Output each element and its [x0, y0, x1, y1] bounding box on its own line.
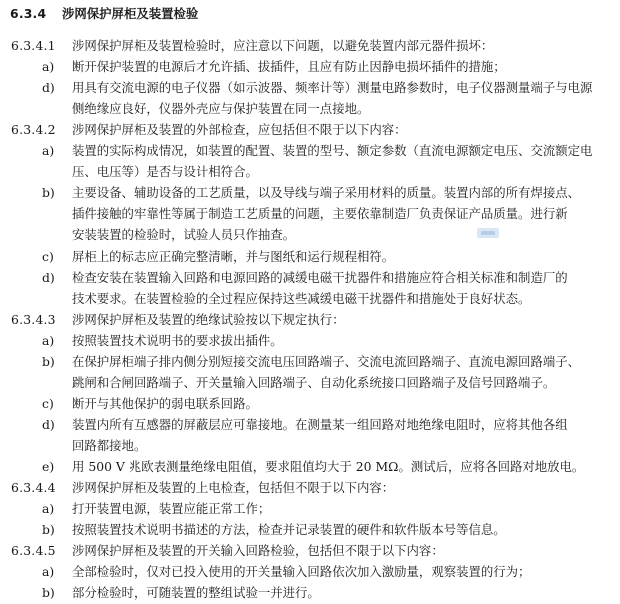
list-text: 安装装置的检验时，试验人员只作抽查。 [72, 227, 296, 243]
list-marker: b) [42, 185, 55, 201]
list-text: 技术要求。在装置检验的全过程应保持这些减缓电磁干扰器件和措施处于良好状态。 [72, 290, 531, 306]
list-text: 屏柜上的标志应正确完整清晰，并与图纸和运行规程相符。 [72, 248, 395, 264]
clause-number: 6.3.4.2 [11, 122, 56, 138]
clause-number: 6.3.4.1 [11, 38, 56, 53]
clause-6-3-4-1 [0, 35, 620, 57]
list-text: 装置内所有互感器的屏蔽层应可靠接地。在测量某一组回路对地绝缘电阻时，应将其他各组 [72, 416, 568, 432]
list-marker: d) [42, 269, 55, 285]
clause-text: 涉网保护屏柜及装置的上电检查，包括但不限于以下内容： [72, 480, 395, 496]
list-text: 用具有交流电源的电子仪器（如示波器、频率计等）测量电路参数时，电子仪器测量端子与电源 [72, 80, 593, 96]
list-item-continuation [0, 372, 620, 394]
list-text: 在保护屏柜端子排内侧分别短接交流电压回路端子、交流电流回路端子、直流电源回路端子、 [72, 353, 581, 369]
list-item [0, 77, 620, 99]
list-item-continuation [0, 161, 620, 183]
list-item-continuation [0, 98, 620, 120]
list-item [0, 140, 620, 162]
list-item [0, 561, 620, 583]
list-text: 按照装置技术说明书的要求拔出插件。 [72, 332, 283, 348]
list-text: 打开装置电源，装置应能正常工作； [72, 501, 271, 517]
list-text: 断开与其他保护的弱电联系回路。 [72, 395, 258, 411]
list-item [0, 414, 620, 436]
list-marker: b) [42, 353, 55, 369]
list-text: 回路都接地。 [72, 437, 147, 453]
list-text: 断开保护装置的电源后才允许插、拔插件，且应有防止因静电损坏插件的措施； [72, 59, 506, 75]
list-marker: a) [42, 564, 55, 580]
clause-text: 涉网保护屏柜及装置的开关输入回路检验，包括但不限于以下内容： [72, 543, 444, 559]
list-item [0, 330, 620, 352]
list-marker: a) [42, 143, 55, 159]
list-item [0, 582, 620, 604]
list-text: 按照装置技术说明书描述的方法，检查并记录装置的硬件和软件版本号等信息。 [72, 522, 506, 538]
section-number: 6.3.4 [10, 6, 47, 21]
clause-text: 涉网保护屏柜及装置的绝缘试验按以下规定执行： [72, 311, 345, 327]
clause-number: 6.3.4.4 [11, 480, 56, 496]
list-text: 用 500 V 兆欧表测量绝缘电阻值，要求阻值均大于 20 MΩ。测试后，应将各回路对地放电。 [72, 459, 585, 474]
list-marker: c) [42, 395, 54, 411]
section-title: 涉网保护屏柜及装置检验 [62, 6, 199, 21]
list-text: 检查安装在装置输入回路和电源回路的减缓电磁干扰器件和措施应符合相关标准和制造厂的 [72, 269, 568, 285]
list-text: 跳闸和合闸回路端子、开关量输入回路端子、自动化系统接口回路端子及信号回路端子。 [72, 374, 556, 390]
list-item-continuation [0, 203, 620, 225]
list-item-continuation [0, 288, 620, 310]
list-marker: e) [42, 459, 55, 474]
list-text: 装置的实际构成情况，如装置的配置、装置的型号、额定参数（直流电源额定电压、交流额定电 [72, 143, 593, 159]
clause-6-3-4-5 [0, 540, 620, 562]
list-item [0, 351, 620, 373]
list-item [0, 56, 620, 78]
list-text: 部分检验时，可随装置的整组试验一并进行。 [72, 585, 320, 601]
list-text: 主要设备、辅助设备的工艺质量，以及导线与端子采用材料的质量。装置内部的所有焊接点、 [72, 185, 581, 201]
list-text: 全部检验时，仅对已投入使用的开关量输入回路依次加入激励量，观察装置的行为； [72, 564, 531, 580]
list-item [0, 182, 620, 204]
list-item-continuation [0, 224, 620, 246]
clause-text: 涉网保护屏柜及装置检验时，应注意以下问题，以避免装置内部元器件损坏： [72, 38, 494, 53]
list-item [0, 267, 620, 289]
section-heading [0, 3, 620, 25]
clause-6-3-4-4 [0, 477, 620, 499]
clause-text: 涉网保护屏柜及装置的外部检查，应包括但不限于以下内容： [72, 122, 407, 138]
list-marker: a) [42, 59, 55, 75]
list-marker: a) [42, 332, 55, 348]
list-item [0, 456, 620, 478]
list-marker: c) [42, 248, 54, 264]
clause-6-3-4-2 [0, 119, 620, 141]
clause-number: 6.3.4.5 [11, 543, 56, 559]
list-text: 侧绝缘应良好，仪器外壳应与保护装置在同一点接地。 [72, 101, 370, 117]
list-item [0, 246, 620, 268]
list-marker: b) [42, 585, 55, 601]
list-text: 压、电压等）是否与设计相符合。 [72, 164, 258, 180]
list-item [0, 498, 620, 520]
list-marker: d) [42, 416, 55, 432]
list-item [0, 393, 620, 415]
list-marker: d) [42, 80, 55, 96]
clause-6-3-4-3 [0, 309, 620, 331]
list-marker: b) [42, 522, 55, 538]
list-text: 插件接触的牢靠性等属于制造工艺质量的问题，主要依靠制造厂负责保证产品质量。进行新 [72, 206, 568, 222]
list-item-continuation [0, 435, 620, 457]
list-item [0, 519, 620, 541]
clause-number: 6.3.4.3 [11, 311, 56, 327]
list-marker: a) [42, 501, 55, 517]
